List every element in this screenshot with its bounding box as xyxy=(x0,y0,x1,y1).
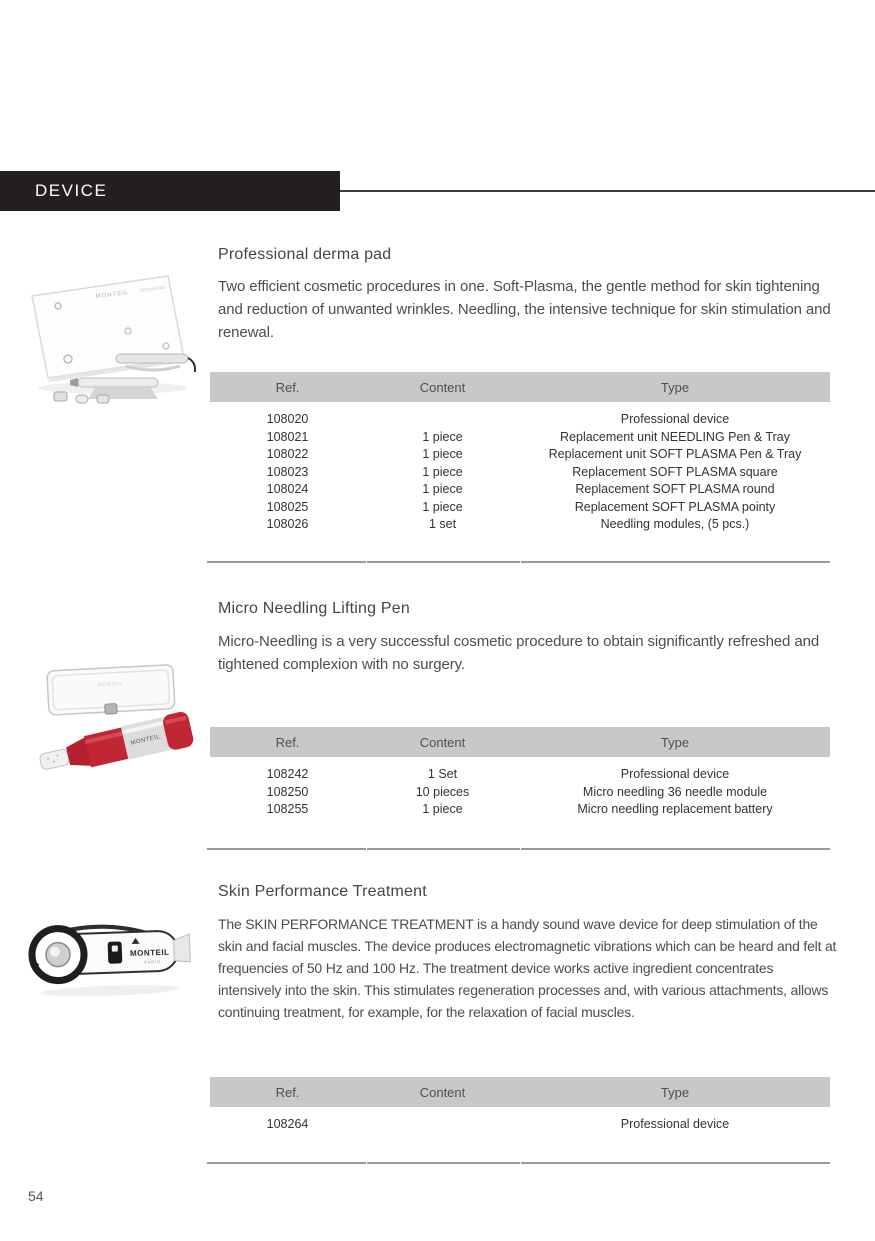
derma-pad-illustration xyxy=(18,266,196,406)
cell-ref: 108025 xyxy=(266,499,309,514)
table-row xyxy=(210,411,830,429)
skin-performance-device-illustration xyxy=(14,903,192,1005)
product-table xyxy=(210,1077,830,1134)
cell-content: 1 piece xyxy=(422,499,463,514)
skin-performance-device-image xyxy=(14,903,192,1010)
svg-text:MONTEIL: MONTEIL xyxy=(130,734,161,747)
section-title: Micro Needling Lifting Pen xyxy=(218,600,410,617)
header-content: Content xyxy=(419,734,466,750)
page-number: 54 xyxy=(28,1188,44,1204)
section-divider xyxy=(207,561,830,563)
cell-type: Professional device xyxy=(620,412,730,426)
cell-content: 1 set xyxy=(428,517,457,531)
cell-type: Replacement unit NEEDLING Pen & Tray xyxy=(560,429,790,444)
table-header-row xyxy=(210,727,830,757)
cell-type: Replacement SOFT PLASMA round xyxy=(575,482,775,496)
cell-ref: 108026 xyxy=(266,517,309,531)
cell-content: 1 piece xyxy=(422,429,463,444)
derma-pad-image xyxy=(18,266,196,411)
header-ref: Ref. xyxy=(275,379,300,395)
header-content: Content xyxy=(419,1084,466,1100)
header-type: Type xyxy=(660,734,690,750)
table-header-row xyxy=(210,372,830,402)
cell-content: 1 Set xyxy=(427,767,458,781)
banner-label: DEVICE xyxy=(35,181,108,200)
table-body xyxy=(210,757,830,819)
header-ref: Ref. xyxy=(275,1084,300,1100)
table-header-row xyxy=(210,1077,830,1107)
table-row xyxy=(210,464,830,482)
section-title: Skin Performance Treatment xyxy=(218,883,427,900)
cell-ref: 108255 xyxy=(266,802,309,816)
header-type: Type xyxy=(660,379,690,395)
needling-pen-illustration xyxy=(22,642,194,792)
header-ref: Ref. xyxy=(275,734,300,750)
cell-type: Replacement SOFT PLASMA square xyxy=(572,464,778,479)
cell-content: 1 piece xyxy=(422,447,463,461)
header-content: Content xyxy=(419,379,466,395)
cell-content: 1 piece xyxy=(422,482,463,496)
section-description: Micro-Needling is a very successful cosmetic procedure to obtain significantly refreshed and tightened complexion with no surgery. xyxy=(218,633,820,673)
cell-ref: 108024 xyxy=(266,482,309,496)
svg-text:MONTEIL: MONTEIL xyxy=(129,947,170,959)
section-title: Professional derma pad xyxy=(218,246,392,263)
cell-type: Professional device xyxy=(620,1117,730,1131)
section-divider xyxy=(207,848,830,850)
cell-type: Micro needling 36 needle module xyxy=(582,784,768,799)
cell-type: Replacement unit SOFT PLASMA Pen & Tray xyxy=(548,447,802,461)
cell-ref: 108250 xyxy=(266,784,309,799)
table-row xyxy=(210,516,830,534)
cell-content xyxy=(365,1116,520,1134)
table-row xyxy=(210,429,830,447)
table-row xyxy=(210,766,830,784)
cell-ref: 108242 xyxy=(266,767,309,781)
cell-ref: 108022 xyxy=(266,447,309,461)
needling-pen-image xyxy=(22,642,194,797)
table-row xyxy=(210,446,830,464)
table-body xyxy=(210,1107,830,1134)
section-banner xyxy=(0,171,340,211)
cell-type: Replacement SOFT PLASMA pointy xyxy=(574,499,776,514)
table-row xyxy=(210,784,830,802)
table-row xyxy=(210,801,830,819)
cell-content: 1 piece xyxy=(422,802,463,816)
table-row xyxy=(210,481,830,499)
cell-ref: 108264 xyxy=(266,1117,309,1131)
header-type: Type xyxy=(660,1084,690,1100)
cell-content xyxy=(365,411,520,429)
svg-text:MONTEIL: MONTEIL xyxy=(97,681,124,689)
cell-ref: 108020 xyxy=(266,412,309,426)
cell-type: Needling modules, (5 pcs.) xyxy=(600,517,750,531)
svg-text:DERMA PAD: DERMA PAD xyxy=(139,284,167,293)
cell-ref: 108023 xyxy=(266,464,309,479)
section-description: The SKIN PERFORMANCE TREATMENT is a handy sound wave device for deep stimulation of the skin and facial muscles. The device produces electromagnetic vibrations which can be heard and felt at frequencies of 50 Hz and 100 Hz. The treatment device works active ingredient concentrates intensively into the skin. This stimulates regeneration processes and, with various attachments, allows continuing treatment, for example, for the relaxation of facial muscles. xyxy=(218,916,837,1020)
banner-rule xyxy=(340,190,875,192)
svg-text:MONTEIL: MONTEIL xyxy=(95,289,130,300)
cell-type: Micro needling replacement battery xyxy=(577,802,773,816)
table-row xyxy=(210,499,830,517)
table-row xyxy=(210,1116,830,1134)
svg-text:PARIS: PARIS xyxy=(144,958,162,965)
section-description: Two efficient cosmetic procedures in one. Soft-Plasma, the gentle method for skin tightening and reduction of unwanted wrinkles. Needling, the intensive technique for skin stimulation and renewal. xyxy=(218,278,831,341)
cell-type: Professional device xyxy=(620,767,730,781)
cell-content: 10 pieces xyxy=(415,784,470,799)
cell-ref: 108021 xyxy=(266,429,309,444)
product-table xyxy=(210,372,830,534)
table-body xyxy=(210,402,830,534)
section-divider xyxy=(207,1162,830,1164)
product-table xyxy=(210,727,830,819)
cell-content: 1 piece xyxy=(422,464,463,479)
